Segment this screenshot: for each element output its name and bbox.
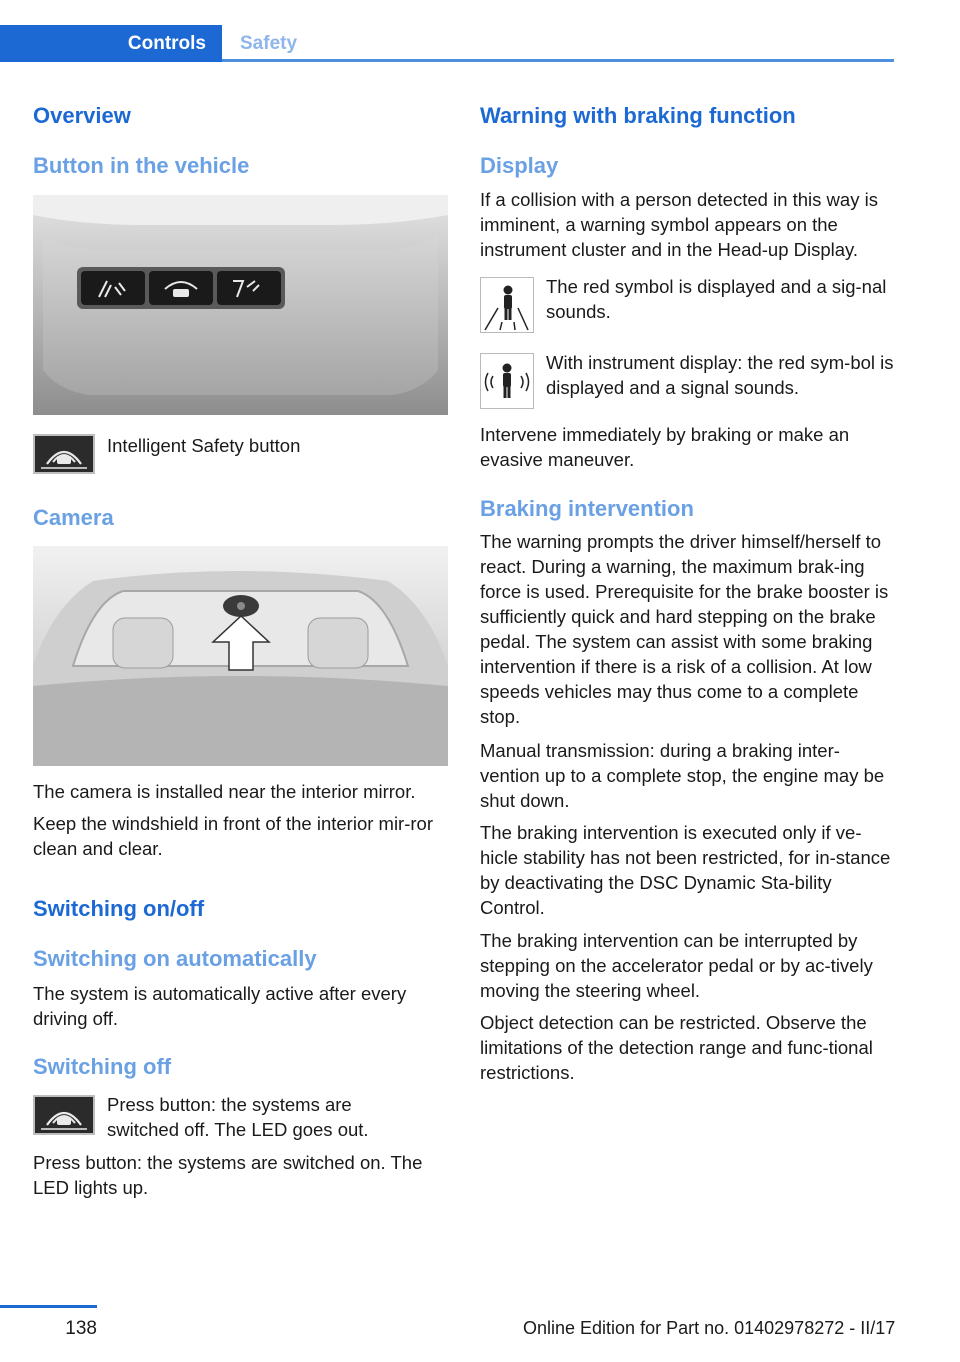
pedestrian-signal-icon [480,353,534,409]
camera-photo [33,546,448,766]
off-heading: Switching off [33,1054,172,1079]
overview-heading: Overview [33,103,131,128]
braking-p5: Object detection can be restricted. Observe the limitations of the detection range and func-tional restrictions. [480,1012,873,1083]
switching-heading: Switching on/off [33,896,205,921]
braking-heading: Braking intervention [480,496,694,521]
edition-text: Online Edition for Part no. 01402978272 - II/17 [523,1318,896,1338]
braking-p1: The warning prompts the driver himself/herself to react. During a warning, the maximum brak-ing force is used. Prerequisite for the brake booster is sufficiently quick and hard stepping on the brake pedal. The system can assist with some braking intervention if there is a risk of a collision. At low speeds vehicles may thus come to a complete stop. [480,531,889,727]
header-tabs [0,0,960,62]
auto-heading: Switching on automatically [33,946,317,971]
auto-paragraph: The system is automatically active after every driving off. [33,983,407,1029]
camera-p2: Keep the windshield in front of the interior mir-ror clean and clear. [33,813,433,859]
intelligent-safety-icon-2 [33,1095,95,1135]
on-paragraph: Press button: the systems are switched on. The LED lights up. [33,1152,423,1198]
tab-controls[interactable]: Controls [0,25,222,62]
symbol1-caption: The red symbol is displayed and a sig-nal sounds. [546,276,887,322]
tab-safety[interactable]: Safety [222,25,894,62]
off-caption: Press button: the systems are switched off. The LED goes out. [107,1094,369,1140]
intelligent-safety-icon [33,434,95,474]
braking-p3: The braking intervention is executed only if ve-hicle stability has not been restricted, for in-stance by deactivating the DSC Dynamic Sta-bility Control. [480,822,891,918]
braking-p4: The braking intervention can be interrupted by stepping on the accelerator pedal or by ac-tively moving the steering wheel. [480,930,873,1001]
display-heading: Display [480,153,559,178]
camera-p1: The camera is installed near the interior mirror. [33,781,416,802]
footer-rule [0,1305,97,1308]
button-heading: Button in the vehicle [33,153,250,178]
warning-heading: Warning with braking function [480,103,796,128]
button-photo [33,195,448,415]
tab-underline [222,59,894,62]
intervene-paragraph: Intervene immediately by braking or make an evasive maneuver. [480,424,850,470]
pedestrian-warning-icon [480,277,534,333]
page-number: 138 [65,1318,97,1339]
braking-p2: Manual transmission: during a braking inter-vention up to a complete stop, the engine may be shut down. [480,740,885,811]
camera-heading: Camera [33,505,114,530]
symbol2-caption: With instrument display: the red sym-bol is displayed and a signal sounds. [546,352,894,398]
display-paragraph: If a collision with a person detected in this way is imminent, a warning symbol appears on the instrument cluster and in the Head-up Display. [480,189,878,260]
button-caption: Intelligent Safety button [107,435,301,456]
